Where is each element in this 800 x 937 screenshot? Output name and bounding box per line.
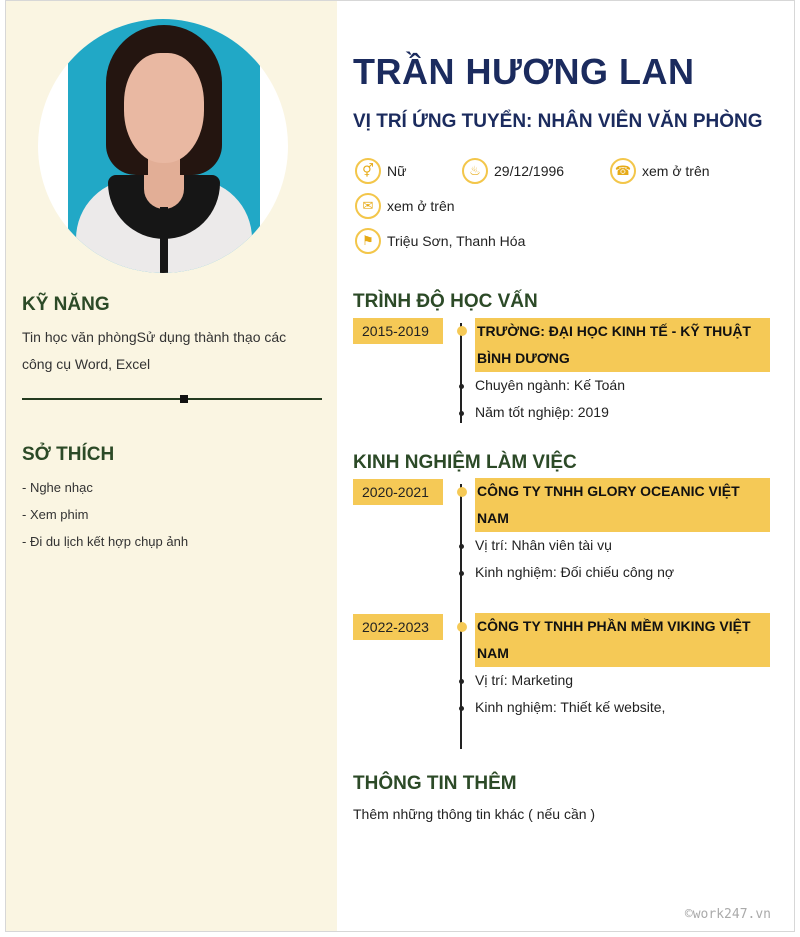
education-title: TRÌNH ĐỘ HỌC VẤN xyxy=(353,291,538,312)
gender-value: Nữ xyxy=(387,163,407,179)
timeline-dot xyxy=(457,487,467,497)
hobby-item: - Nghe nhạc xyxy=(22,480,93,495)
timeline-dot xyxy=(457,622,467,632)
additional-text: Thêm những thông tin khác ( nếu cần ) xyxy=(353,806,596,822)
birthday-value: 29/12/1996 xyxy=(494,163,565,179)
address-value: Triệu Sơn, Thanh Hóa xyxy=(387,233,526,249)
hobbies-title: SỞ THÍCH xyxy=(22,444,115,465)
candidate-name: TRẦN HƯƠNG LAN xyxy=(353,51,695,92)
timeline-dot xyxy=(457,326,467,336)
phone-value: xem ở trên xyxy=(642,163,710,179)
divider xyxy=(22,398,322,400)
bullet-dot xyxy=(459,706,464,711)
experience-detail: Kinh nghiệm: Đối chiếu công nợ xyxy=(475,564,675,580)
profile-photo xyxy=(68,19,260,273)
position-title: VỊ TRÍ ỨNG TUYỂN: NHÂN VIÊN VĂN PHÒNG xyxy=(353,111,763,132)
additional-title: THÔNG TIN THÊM xyxy=(353,773,517,794)
map-icon: ⚑ xyxy=(355,228,381,254)
experience-detail: Vị trí: Nhân viên tài vụ xyxy=(475,537,612,553)
experience-detail: Vị trí: Marketing xyxy=(475,672,574,688)
watermark: ©work247.vn xyxy=(684,907,771,922)
hobby-item: - Xem phim xyxy=(22,507,89,522)
hobby-item: - Đi du lịch kết hợp chụp ảnh xyxy=(22,534,189,549)
bullet-dot xyxy=(459,679,464,684)
education-years: 2015-2019 xyxy=(353,318,443,344)
experience-company: CÔNG TY TNHH PHẦN MỀM VIKING VIỆT NAM xyxy=(475,613,770,667)
avatar xyxy=(38,19,288,273)
envelope-icon: ✉ xyxy=(355,193,381,219)
education-school: TRƯỜNG: ĐẠI HỌC KINH TẾ - KỸ THUẬT BÌNH DƯƠNG xyxy=(475,318,770,372)
cake-icon: ♨ xyxy=(462,158,488,184)
cv-page xyxy=(5,0,795,932)
bullet-dot xyxy=(459,571,464,576)
phone-icon: ☎ xyxy=(610,158,636,184)
info-address xyxy=(355,228,525,254)
bullet-dot xyxy=(459,544,464,549)
sidebar xyxy=(6,1,337,931)
skills-text: Tin học văn phòngSử dụng thành thạo các công cụ Word, Excel xyxy=(22,329,287,372)
education-timeline xyxy=(460,323,462,423)
experience-detail: Kinh nghiệm: Thiết kế website, xyxy=(475,699,666,715)
info-gender xyxy=(355,158,406,184)
experience-years: 2022-2023 xyxy=(353,614,443,640)
experience-title: KINH NGHIỆM LÀM VIỆC xyxy=(353,452,577,473)
education-detail: Năm tốt nghiệp: 2019 xyxy=(475,404,609,420)
info-birthday xyxy=(462,158,564,184)
skills-title: KỸ NĂNG xyxy=(22,294,110,315)
experience-company: CÔNG TY TNHH GLORY OCEANIC VIỆT NAM xyxy=(475,478,770,532)
education-detail: Chuyên ngành: Kế Toán xyxy=(475,377,625,393)
info-email xyxy=(355,193,455,219)
info-phone xyxy=(610,158,710,184)
email-value: xem ở trên xyxy=(387,198,455,214)
experience-years: 2020-2021 xyxy=(353,479,443,505)
bullet-dot xyxy=(459,384,464,389)
gender-icon: ⚥ xyxy=(355,158,381,184)
bullet-dot xyxy=(459,411,464,416)
